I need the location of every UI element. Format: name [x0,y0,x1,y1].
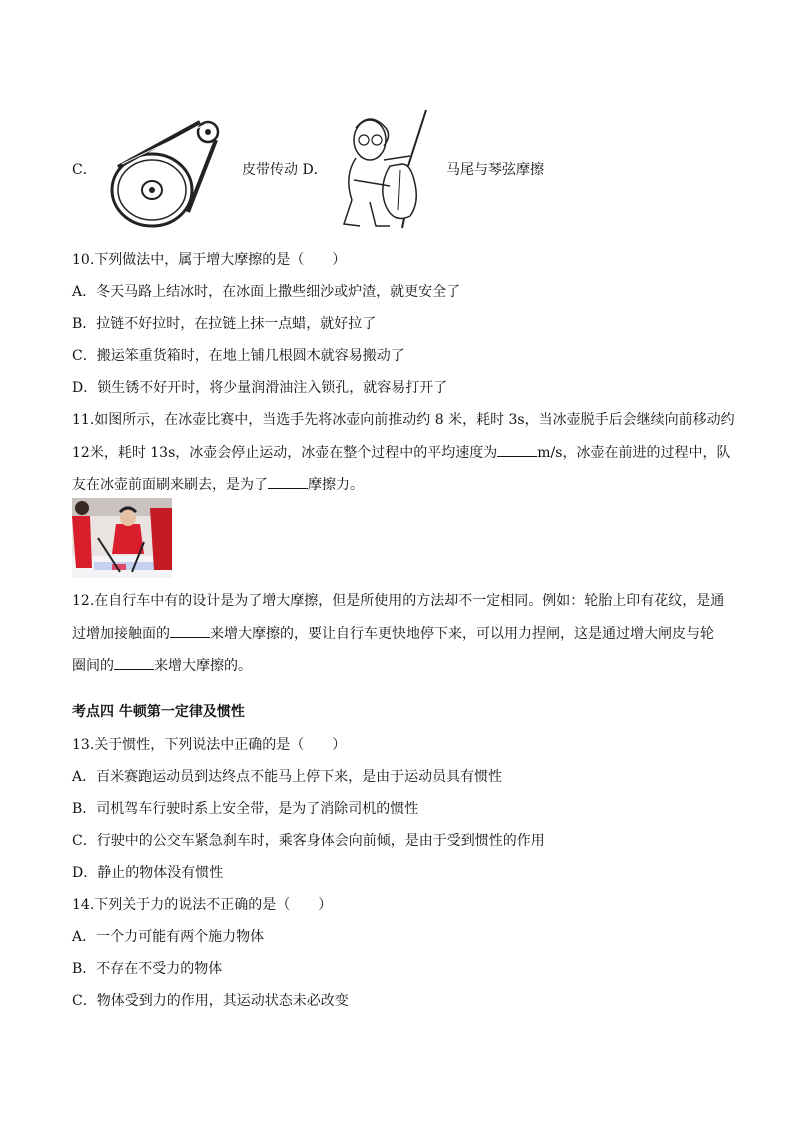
q14-option-b: B．不存在不受力的物体 [72,961,223,977]
q12-line-1: 12.在自行车中有的设计是为了增大摩擦，但是所使用的方法却不一定相同。例如：轮胎上印有花纹，是通 [72,593,725,609]
q10-option-d: D．锁生锈不好开时，将少量润滑油注入锁孔，就容易打开了 [72,380,448,396]
q11-line-2 [72,442,730,463]
q10-option-c: C．搬运笨重货箱时，在地上铺几根圆木就容易搬动了 [72,348,405,364]
q13-option-b: B．司机驾车行驶时系上安全带，是为了消除司机的惯性 [72,801,419,817]
answer-blank [114,655,154,670]
q11-line-1: 11.如图所示，在冰壶比赛中，当选手先将冰壶向前推动约 8 米，耗时 3s，当冰壶脱手后会继续向前移动约 [72,412,735,428]
q13-option-c: C．行驶中的公交车紧急刹车时，乘客身体会向前倾，是由于受到惯性的作用 [72,833,545,849]
q12-text: 来增大摩擦的。 [154,658,252,674]
q14-option-c: C．物体受到力的作用，其运动状态未必改变 [72,993,349,1009]
belt-drive-image [100,112,224,232]
q13-stem: 13.关于惯性，下列说法中正确的是（ ） [72,737,347,753]
q9-option-d-caption: 马尾与琴弦摩擦 [446,162,544,178]
q9-option-c-caption: 皮带传动 D． [242,162,328,178]
q10-option-b: B．拉链不好拉时，在拉链上抹一点蜡，就好拉了 [72,316,377,332]
q11-text: 12米，耗时 13s，冰壶会停止运动，冰壶在整个过程中的平均速度为 [72,445,498,461]
section-title: 考点四 牛顿第一定律及惯性 [72,704,245,720]
q11-line-3 [72,474,364,495]
q11-text: 友在冰壶前面刷来刷去，是为了 [72,477,268,493]
q11-text: 摩擦力。 [308,477,364,493]
q10-option-a: A．冬天马路上结冰时，在冰面上撒些细沙或炉渣，就更安全了 [72,284,461,300]
cello-player-image [330,106,438,230]
answer-blank [497,442,537,457]
q12-text: 来增大摩擦的，要让自行车更快地停下来，可以用力捏闸，这是通过增大闸皮与轮 [210,626,714,642]
q14-option-a: A．一个力可能有两个施力物体 [72,929,265,945]
q11-text: m/s，冰壶在前进的过程中，队 [537,445,731,461]
q10-stem: 10.下列做法中，属于增大摩擦的是（ ） [72,252,347,268]
q9-option-c-label: C． [72,162,97,178]
answer-blank [170,623,210,638]
q13-option-a: A．百米赛跑运动员到达终点不能马上停下来，是由于运动员具有惯性 [72,769,503,785]
answer-blank [268,474,308,489]
curling-photo [72,498,172,578]
q14-stem: 14.下列关于力的说法不正确的是（ ） [72,897,333,913]
q12-text: 圈间的 [72,658,114,674]
q12-line-2 [72,623,714,644]
q13-option-d: D．静止的物体没有惯性 [72,865,224,881]
q12-text: 过增加接触面的 [72,626,170,642]
q12-line-3 [72,655,252,676]
